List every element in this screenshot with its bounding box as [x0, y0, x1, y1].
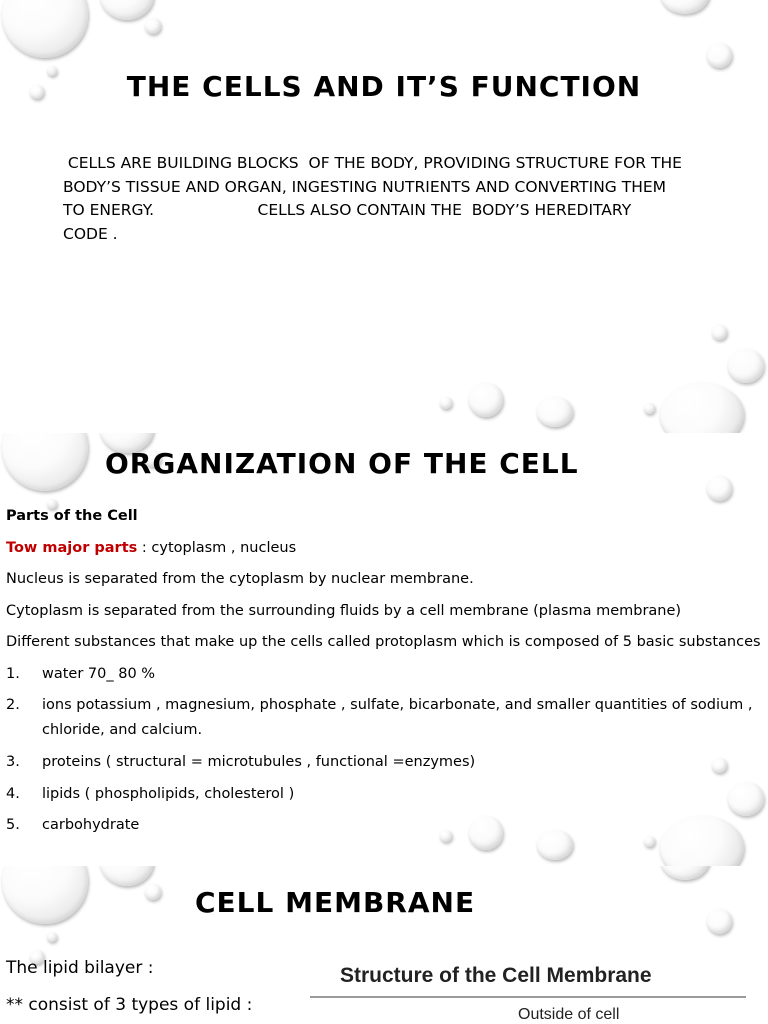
diagram-label: Outside of cell: [518, 1006, 620, 1023]
water-drop-decoration: [660, 816, 744, 866]
list-number: 2.: [6, 697, 20, 713]
slide-title: THE CELLS AND IT’S FUNCTION: [126, 70, 642, 103]
slide-organization: [0, 433, 768, 866]
water-drop-decoration: [145, 884, 161, 900]
slide-cell-membrane: [0, 866, 768, 1024]
list-item-text: proteins ( structural = microtubules , functional =enzymes): [42, 754, 476, 770]
water-drop-decoration: [707, 909, 732, 934]
list-number: 5.: [6, 817, 20, 833]
cell-membrane-diagram: [310, 962, 750, 1024]
water-drop-decoration: [707, 476, 732, 501]
body-line: TO ENERGY. CELLS ALSO CONTAIN THE BODY’S HEREDITARY: [63, 201, 632, 219]
water-drop-decoration: [644, 403, 655, 414]
body-text: [63, 152, 723, 246]
list-item-text-continued: chloride, and calcium.: [42, 722, 203, 738]
water-drop-decoration: [440, 397, 452, 409]
list-item-text: lipids ( phospholipids, cholesterol ): [42, 786, 295, 802]
water-drop-decoration: [660, 383, 744, 433]
major-parts-line: [6, 540, 296, 556]
water-drop-decoration: [707, 43, 732, 68]
major-parts-value: : cytoplasm , nucleus: [137, 540, 297, 556]
list-number: 3.: [6, 754, 20, 770]
protoplasm-line: Different substances that make up the cells called protoplasm which is composed of 5 basic substances: [6, 634, 761, 650]
slide-title: CELL MEMBRANE: [195, 886, 476, 919]
water-drop-decoration: [712, 325, 727, 340]
diagram-title: Structure of the Cell Membrane: [340, 964, 652, 987]
water-drop-decoration: [644, 836, 655, 847]
water-drop-decoration: [100, 0, 154, 20]
water-drop-decoration: [469, 383, 503, 417]
water-drop-decoration: [145, 18, 161, 34]
list-number: 4.: [6, 786, 20, 802]
water-drop-decoration: [2, 866, 88, 924]
water-drop-decoration: [660, 0, 710, 14]
cytoplasm-line: Cytoplasm is separated from the surrounding fluids by a cell membrane (plasma membrane): [6, 603, 682, 619]
water-drop-decoration: [47, 932, 57, 942]
major-parts-label: Tow major parts: [6, 540, 138, 556]
water-drop-decoration: [2, 0, 88, 58]
water-drop-decoration: [2, 433, 88, 491]
lipid-types-line: ** consist of 3 types of lipid :: [6, 995, 253, 1015]
list-item-text: water 70_ 80 %: [42, 666, 156, 682]
water-drop-decoration: [537, 397, 573, 427]
water-drop-decoration: [537, 830, 573, 860]
water-drop-decoration: [660, 866, 710, 880]
water-drop-decoration: [469, 816, 503, 850]
list-number: 1.: [6, 666, 20, 682]
water-drop-decoration: [712, 758, 727, 773]
slide-cells-function: [0, 0, 768, 433]
lipid-bilayer-line: The lipid bilayer :: [6, 958, 154, 978]
water-drop-decoration: [100, 866, 154, 886]
list-item-text: ions potassium , magnesium, phosphate , sulfate, bicarbonate, and smaller quantities of sodium ,: [42, 697, 753, 713]
body-line: BODY’S TISSUE AND ORGAN, INGESTING NUTRIENTS AND CONVERTING THEM: [63, 177, 667, 196]
water-drop-decoration: [728, 349, 764, 383]
water-drop-decoration: [728, 782, 764, 816]
nucleus-line: Nucleus is separated from the cytoplasm by nuclear membrane.: [6, 571, 474, 587]
body-line: CELLS ARE BUILDING BLOCKS OF THE BODY, PROVIDING STRUCTURE FOR THE: [63, 154, 682, 172]
body-line: CODE .: [63, 224, 118, 243]
parts-heading: Parts of the Cell: [6, 508, 138, 524]
diagram-divider: [310, 996, 746, 998]
slide-title: ORGANIZATION OF THE CELL: [105, 447, 579, 480]
list-item-text: carbohydrate: [42, 817, 140, 833]
water-drop-decoration: [440, 830, 452, 842]
